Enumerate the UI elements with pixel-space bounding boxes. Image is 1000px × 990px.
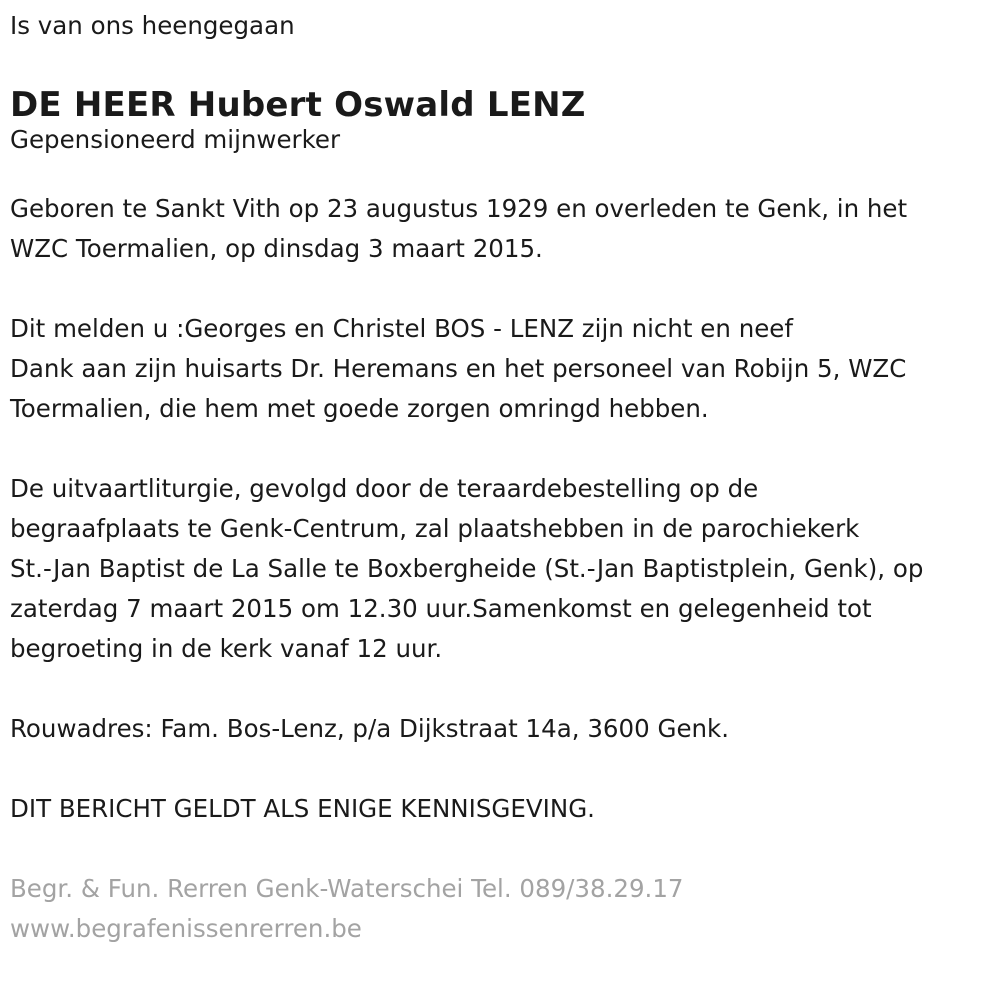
notice-statement [10, 789, 995, 829]
funeral-line: De uitvaartliturgie, gevolgd door de teraardebestelling op de [10, 474, 759, 503]
announcement-line: Dit melden u :Georges en Christel BOS - LENZ zijn nicht en neef [10, 314, 793, 343]
announcement-line: Toermalien, die hem met goede zorgen omringd hebben. [10, 394, 709, 423]
funeral-line: begraafplaats te Genk-Centrum, zal plaatshebben in de parochiekerk [10, 514, 860, 543]
birth-death-paragraph [10, 189, 995, 269]
funeral-paragraph [10, 469, 995, 669]
address-line: Rouwadres: Fam. Bos-Lenz, p/a Dijkstraat 14a, 3600 Genk. [10, 714, 730, 743]
funeral-home-website: www.begrafenissenrerren.be [10, 914, 362, 943]
funeral-line: St.-Jan Baptist de La Salle te Boxbergheide (St.-Jan Baptistplein, Genk), op [10, 554, 924, 583]
intro-line: Is van ons heengegaan [10, 11, 295, 40]
occupation: Gepensioneerd mijnwerker [10, 125, 341, 154]
announcement-paragraph [10, 309, 995, 429]
funeral-home-contact: Begr. & Fun. Rerren Genk-Waterschei Tel. 089/38.29.17 [10, 874, 684, 903]
death-notice [10, 8, 995, 949]
funeral-line: begroeting in de kerk vanaf 12 uur. [10, 634, 443, 663]
birth-death-line: WZC Toermalien, op dinsdag 3 maart 2015. [10, 234, 543, 263]
funeral-line: zaterdag 7 maart 2015 om 12.30 uur.Samenkomst en gelegenheid tot [10, 594, 872, 623]
birth-death-line: Geboren te Sankt Vith op 23 augustus 1929 en overleden te Genk, in het [10, 194, 908, 223]
mourning-address [10, 709, 995, 749]
announcement-line: Dank aan zijn huisarts Dr. Heremans en het personeel van Robijn 5, WZC [10, 354, 907, 383]
deceased-name: DE HEER Hubert Oswald LENZ [10, 85, 586, 125]
statement-line: DIT BERICHT GELDT ALS ENIGE KENNISGEVING. [10, 794, 595, 823]
funeral-home-footer [10, 869, 995, 949]
